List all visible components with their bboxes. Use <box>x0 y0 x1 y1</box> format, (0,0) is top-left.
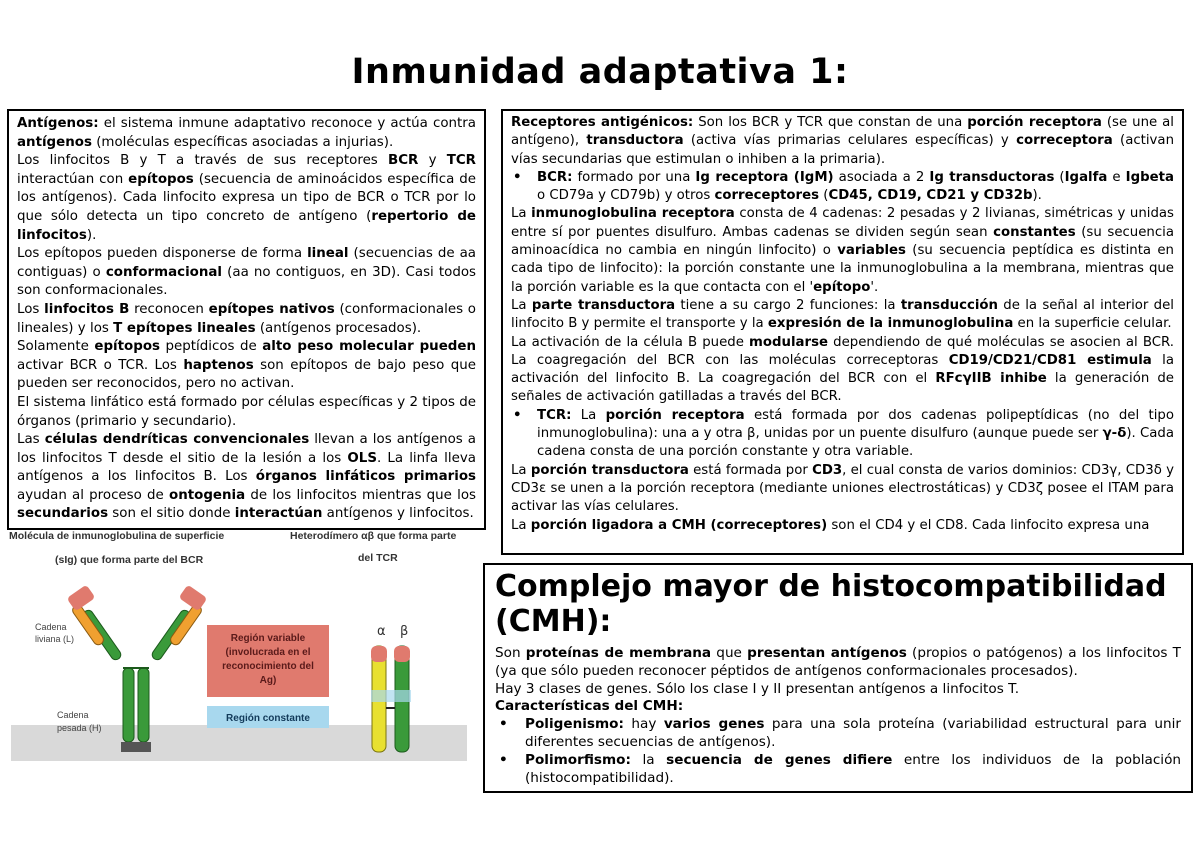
bold-term: Igbeta <box>1125 169 1174 185</box>
bold-term: porción ligadora a CMH (correceptores) <box>530 517 828 533</box>
bold-term: porción transductora <box>530 462 689 478</box>
bold-term: epítopes nativos <box>208 301 335 317</box>
heavy-chain-label-2: pesada (H) <box>57 723 102 733</box>
tcr-beta-label: β <box>400 624 409 639</box>
figure-caption-bcr-line1: Molécula de inmunoglobulina de superficie <box>9 530 225 542</box>
bold-term: TCR <box>446 153 476 169</box>
bold-term: porción receptora <box>605 407 745 423</box>
bold-term: γ-δ <box>1102 426 1127 442</box>
lymphocyte-receptors-paragraph: Los linfocitos B y T a través de sus receptores BCR y TCR interactúan con epítopos (secuencia de aminoácidos específica de los antígenos). Cada linfocito expresa un tipo de BCR o TCR por lo que sólo detecta un tipo concreto de antígeno (repertorio de linfocitos). <box>17 153 476 243</box>
bold-term: Ig transductoras <box>929 169 1055 185</box>
immunoglobulin-light-chains <box>71 603 204 646</box>
legend-constant-label: Región constante <box>226 713 310 724</box>
cmh-characteristics-list <box>495 716 1181 787</box>
bold-term: interactúan <box>234 506 323 522</box>
heavy-chain-label-1: Cadena <box>57 710 89 720</box>
bold-term: lineal <box>307 246 349 262</box>
immunoglobulin-heavy-chains <box>81 608 191 742</box>
legend-variable-line4: Ag) <box>259 675 277 686</box>
light-chain-label-1: Cadena <box>35 622 67 632</box>
cmh-classes-paragraph: Hay 3 clases de genes. Sólo los clase I y II presentan antígenos a linfocitos T. <box>495 680 1020 697</box>
bold-term: BCR <box>388 153 419 169</box>
receptors-intro-paragraph: Receptores antigénicos: Son los BCR y TCR que constan de una porción receptora (se une al antígeno), transductora (activa vías primarias celulares específicas) y correceptora (activan vías secundarias que estimulan o inhiben a la primaria). <box>511 115 1175 167</box>
light-chain-label-2: liviana (L) <box>35 634 75 644</box>
bold-term: parte transductora <box>531 297 676 313</box>
receptor-diagram <box>5 528 478 768</box>
epitope-forms-paragraph: Los epítopos pueden disponerse de forma lineal (secuencias de aa contiguas) o conformacional (aa no contiguos, en 3D). Casi todos son conformacionales. <box>17 246 477 299</box>
coreceptors-paragraph: La porción ligadora a CMH (correceptores) son el CD4 y el CD8. Cada linfocito expresa una <box>511 517 1150 533</box>
page-title: Inmunidad adaptativa 1: <box>351 52 849 92</box>
bold-term: linfocitos B <box>44 301 130 317</box>
bold-term: secuencia de genes difiere <box>666 751 893 768</box>
bold-term: Receptores antigénicos: <box>511 115 694 130</box>
transducer-paragraph: La parte transductora tiene a su cargo 2 funciones: la transducción de la señal al interior del linfocito B y permite el transporte y la expresión de la inmunoglobulina en la superficie celular. <box>511 297 1174 332</box>
bold-term: Ig receptora (IgM) <box>695 169 834 185</box>
bold-term: Poligenismo: <box>525 716 624 733</box>
lymphatic-system-paragraph: El sistema linfático está formado por células específicas y 2 tipos de órganos (primario y secundario). <box>17 394 476 429</box>
cmh-title: Complejo mayor de histocompatibilidad (CMH): <box>495 569 1167 639</box>
polymorphism-item: • Polimorfismo: la secuencia de genes difiere entre los individuos de la población (histocompatibilidad). <box>525 752 1181 788</box>
cmh-section <box>483 563 1193 793</box>
bold-term: antígenos <box>17 134 92 150</box>
cmh-characteristics-heading: Características del CMH: <box>495 698 684 715</box>
bold-term: haptenos <box>183 357 254 373</box>
antigens-paragraph: Antígenos: el sistema inmune adaptativo reconoce y actúa contra antígenos (moléculas específicas asociadas a injurias). <box>17 116 476 150</box>
bold-term: correceptores <box>714 188 820 204</box>
bold-term: órganos linfáticos primarios <box>255 469 476 485</box>
bold-term: ontogenia <box>169 487 246 503</box>
bold-term: Igalfa <box>1064 169 1108 185</box>
legend-variable-line2: (involucrada en el <box>225 647 311 658</box>
bold-term: transducción <box>900 297 999 313</box>
bold-term: variables <box>837 243 906 259</box>
polygenism-item: • Poligenismo: hay varios genes para una sola proteína (variabilidad estructural para unir diferentes secuencias de antígenos). <box>525 716 1181 752</box>
bold-term: alto peso molecular pueden <box>262 339 476 355</box>
dendritic-cells-paragraph: Las células dendríticas convencionales llevan a los antígenos a los linfocitos T desde el sitio de la lesión a los OLS. La linfa lleva antígenos a los linfocitos B. Los órganos linfáticos primarios ayudan al proceso de ontogenia de los linfocitos mientras que los secundarios son el sitio donde interactúan antígenos y linfocitos. <box>17 432 476 522</box>
bold-term: porción receptora <box>967 115 1102 130</box>
legend-variable-line1: Región variable <box>230 633 306 644</box>
cmh-intro-paragraph: Son proteínas de membrana que presentan antígenos (propios o patógenos) a los linfocitos T (ya que sólo pueden reconocer péptidos de antígenos conformacionales procesados). <box>495 645 1181 679</box>
bold-term: CD45, CD19, CD21 y CD32b <box>828 188 1033 204</box>
bold-term: epítopos <box>94 339 161 355</box>
immunoglobulin-variable-regions <box>67 585 208 612</box>
figure-caption-tcr-line1: Heterodímero αβ que forma parte <box>290 530 457 542</box>
antigens-section <box>7 109 486 530</box>
bold-term: repertorio de linfocitos <box>17 208 476 243</box>
bold-term: conformacional <box>105 264 223 280</box>
bcr-list <box>511 169 1174 206</box>
bold-term: TCR: <box>537 407 572 423</box>
bold-term: CD19/CD21/CD81 estimula <box>948 352 1152 368</box>
tcr-alpha-label: α <box>377 624 386 639</box>
legend-variable-line3: reconocimiento del <box>222 661 314 672</box>
immunoglobulin-paragraph: La inmunoglobulina receptora consta de 4 cadenas: 2 pesadas y 2 livianas, simétricas y unidas entre sí por puentes disulfuro. Ambas cadenas se dividen según sean constantes (su secuencia aminoacídica no cambia en ningún linfocito) o variables (su secuencia peptídica es distinta en cada tipo de linfocito): la porción constante une la inmunoglobulina a la membrana, mientras que la porción variable es la que contacta con el 'epítopo'. <box>511 206 1174 295</box>
bold-term: epítopo <box>813 279 871 295</box>
bold-term: células dendríticas convencionales <box>44 432 310 448</box>
bold-term: modularse <box>749 334 829 350</box>
haptens-paragraph: Solamente epítopos peptídicos de alto peso molecular pueden activar BCR o TCR. Los haptenos son epítopos de bajo peso que pueden ser reconocidos, pero no activan. <box>17 339 476 392</box>
bold-term: CD3 <box>812 462 843 478</box>
figure-caption-bcr-line2: (sIg) que forma parte del BCR <box>55 554 204 566</box>
bold-term: transductora <box>586 133 684 149</box>
bold-term: secundarios <box>17 506 109 522</box>
bold-term: varios genes <box>663 716 765 733</box>
bold-term: OLS <box>347 450 377 466</box>
bold-term: RFcγIIB inhibe <box>935 371 1047 387</box>
bold-term: presentan antígenos <box>747 645 907 661</box>
bold-term: constantes <box>993 224 1076 240</box>
bold-term: BCR: <box>537 169 573 185</box>
antigen-receptors-section <box>501 109 1184 555</box>
tcr-list <box>511 407 1174 462</box>
bold-term: expresión de la inmunoglobulina <box>767 316 1014 332</box>
bold-term: Polimorfismo: <box>525 751 631 768</box>
cd3-paragraph: La porción transductora está formada por CD3, el cual consta de varios dominios: CD3γ, CD3δ y CD3ε se unen a la porción receptora (mediante uniones electrostáticas) y CD3ζ posee el ITAM para activar las vías celulares. <box>511 462 1174 515</box>
bold-term: correceptora <box>1016 133 1113 149</box>
b-cell-activation-paragraph: La activación de la célula B puede modularse dependiendo de qué moléculas se asocien al BCR. La coagregación del BCR con las moléculas correceptoras CD19/CD21/CD81 estimula la activación del linfocito B. La coagregación del BCR con el RFcγIIB inhibe la generación de señales de activación gatilladas a través del BCR. <box>511 334 1174 405</box>
bcr-list-item: • BCR: formado por una Ig receptora (IgM) asociada a 2 Ig transductoras (Igalfa e Igbeta o CD79a y CD79b) y otros correceptores (CD45, CD19, CD21 y CD32b). <box>537 169 1174 206</box>
bold-term: proteínas de membrana <box>525 645 712 661</box>
native-epitopes-paragraph: Los linfocitos B reconocen epítopes nativos (conformacionales o lineales) y los T epítopes lineales (antígenos procesados). <box>17 301 476 336</box>
tcr-list-item: • TCR: La porción receptora está formada por dos cadenas polipeptídicas (no del tipo inmunoglobulina): una a y otra β, unidas por un puente disulfuro (aunque puede ser γ-δ). Cada cadena consta de una porción constante y otra variable. <box>537 407 1174 462</box>
bold-term: Antígenos: <box>17 116 99 131</box>
bold-term: T epítopes lineales <box>113 320 256 336</box>
bold-term: epítopos <box>128 171 194 187</box>
bcr-tcr-figure <box>5 528 478 768</box>
bold-term: inmunoglobulina receptora <box>531 206 735 222</box>
figure-caption-tcr-line2: del TCR <box>358 552 398 564</box>
